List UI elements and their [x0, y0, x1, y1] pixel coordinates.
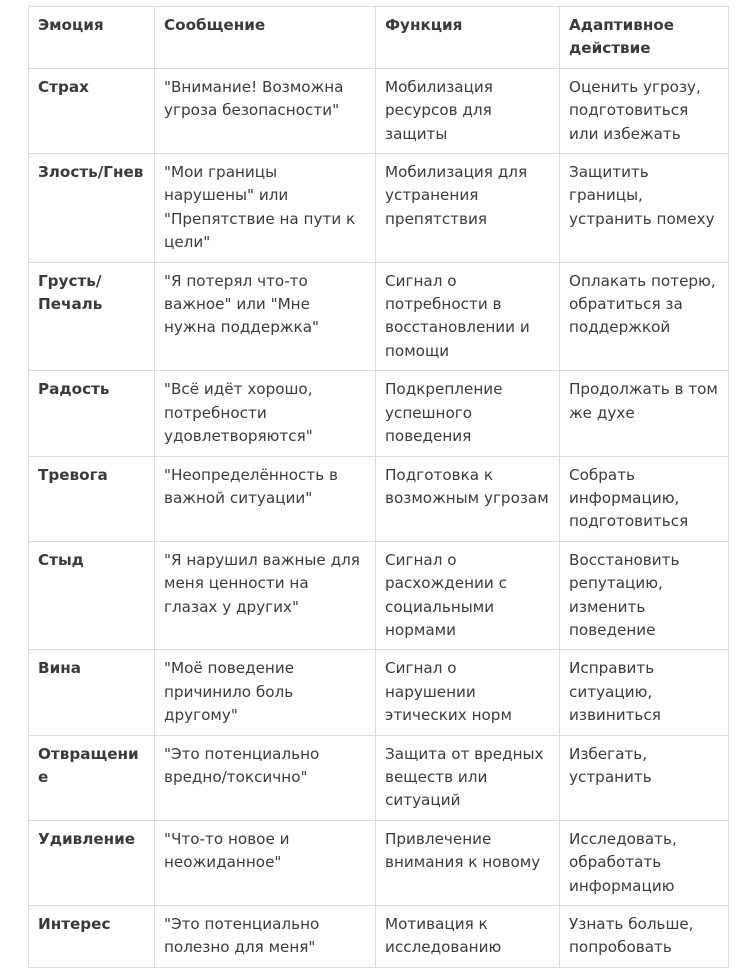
table-row	[29, 541, 729, 650]
action-cell: Собрать информацию, подготовиться	[560, 456, 729, 541]
emotion-cell: Стыд	[29, 541, 155, 650]
emotion-cell: Удивление	[29, 820, 155, 905]
table-row	[29, 456, 729, 541]
emotion-cell: Злость/Гнев	[29, 154, 155, 263]
header-message: Сообщение	[155, 7, 376, 69]
emotion-cell: Отвращение	[29, 735, 155, 820]
function-cell: Сигнал о потребности в восстановлении и помощи	[376, 262, 560, 371]
table-row	[29, 906, 729, 968]
message-cell: "Что-то новое и неожиданное"	[155, 820, 376, 905]
table-row	[29, 154, 729, 263]
message-cell: "Неопределённость в важной ситуации"	[155, 456, 376, 541]
message-cell: "Внимание! Возможна угроза безопасности"	[155, 68, 376, 153]
message-cell: "Я потерял что-то важное" или "Мне нужна поддержка"	[155, 262, 376, 371]
function-cell: Подготовка к возможным угрозам	[376, 456, 560, 541]
table-row	[29, 262, 729, 371]
table-body	[29, 68, 729, 967]
function-cell: Подкрепление успешного поведения	[376, 371, 560, 456]
table-row	[29, 650, 729, 735]
emotions-table	[28, 6, 729, 968]
message-cell: "Моё поведение причинило боль другому"	[155, 650, 376, 735]
action-cell: Оценить угрозу, подготовиться или избежать	[560, 68, 729, 153]
action-cell: Исправить ситуацию, извиниться	[560, 650, 729, 735]
table-header	[29, 7, 729, 69]
table-row	[29, 371, 729, 456]
function-cell: Мобилизация ресурсов для защиты	[376, 68, 560, 153]
action-cell: Восстановить репутацию, изменить поведение	[560, 541, 729, 650]
function-cell: Сигнал о расхождении с социальными нормами	[376, 541, 560, 650]
message-cell: "Я нарушил важные для меня ценности на глазах у других"	[155, 541, 376, 650]
action-cell: Продолжать в том же духе	[560, 371, 729, 456]
action-cell: Избегать, устранить	[560, 735, 729, 820]
header-row	[29, 7, 729, 69]
header-adaptive-action: Адаптивное действие	[560, 7, 729, 69]
emotion-cell: Страх	[29, 68, 155, 153]
table-row	[29, 735, 729, 820]
action-cell: Защитить границы, устранить помеху	[560, 154, 729, 263]
emotion-cell: Радость	[29, 371, 155, 456]
message-cell: "Это потенциально полезно для меня"	[155, 906, 376, 968]
emotion-cell: Тревога	[29, 456, 155, 541]
function-cell: Защита от вредных веществ или ситуаций	[376, 735, 560, 820]
function-cell: Сигнал о нарушении этических норм	[376, 650, 560, 735]
emotion-cell: Грусть/ Печаль	[29, 262, 155, 371]
action-cell: Узнать больше, попробовать	[560, 906, 729, 968]
emotion-cell: Вина	[29, 650, 155, 735]
action-cell: Оплакать потерю, обратиться за поддержкой	[560, 262, 729, 371]
emotion-cell: Интерес	[29, 906, 155, 968]
table-row	[29, 820, 729, 905]
function-cell: Мобилизация для устранения препятствия	[376, 154, 560, 263]
message-cell: "Мои границы нарушены" или "Препятствие на пути к цели"	[155, 154, 376, 263]
table-row	[29, 68, 729, 153]
message-cell: "Это потенциально вредно/токсично"	[155, 735, 376, 820]
header-function: Функция	[376, 7, 560, 69]
function-cell: Привлечение внимания к новому	[376, 820, 560, 905]
action-cell: Исследовать, обработать информацию	[560, 820, 729, 905]
emotions-table-container	[28, 6, 728, 968]
function-cell: Мотивация к исследованию	[376, 906, 560, 968]
header-emotion: Эмоция	[29, 7, 155, 69]
message-cell: "Всё идёт хорошо, потребности удовлетворяются"	[155, 371, 376, 456]
